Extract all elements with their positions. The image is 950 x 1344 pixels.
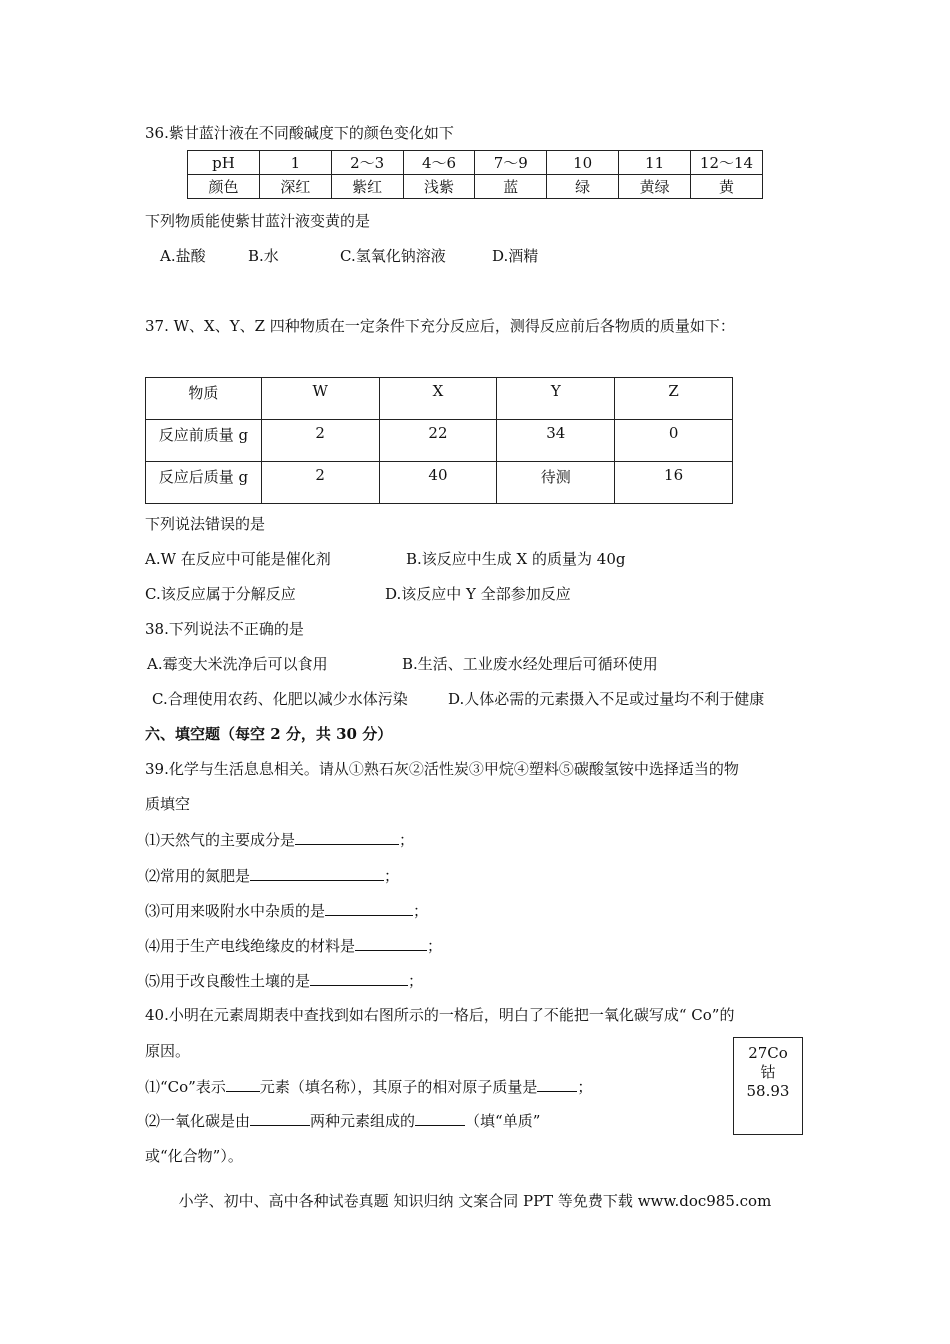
mass-after-row <box>146 462 733 504</box>
table-cell: 16 <box>615 462 733 504</box>
table-cell: 7～9 <box>475 151 547 175</box>
part-text: （填“单质” <box>465 1112 541 1130</box>
q38-title: 38.下列说法不正确的是 <box>145 620 304 638</box>
answer-blank[interactable] <box>325 901 413 916</box>
item-end: ； <box>408 972 424 990</box>
q36-title: 36.紫甘蓝汁液在不同酸碱度下的颜色变化如下 <box>145 124 454 142</box>
part-text: 元素（填名称），其原子的相对原子质量是 <box>259 1078 538 1096</box>
table-cell: 1 <box>259 151 331 175</box>
item-text: ⑸用于改良酸性土壤的是 <box>145 972 311 990</box>
table-cell: 22 <box>379 420 497 462</box>
answer-blank[interactable] <box>415 1111 465 1126</box>
q39-item <box>145 936 442 956</box>
q39-title-cont: 质填空 <box>145 795 191 813</box>
element-mass: 58.93 <box>746 1082 790 1100</box>
answer-blank[interactable] <box>250 866 384 881</box>
q39-item <box>145 830 414 850</box>
table-cell: 黄 <box>691 175 763 199</box>
q36-option-b: B.水 <box>248 247 279 265</box>
table-cell: 反应后质量 g <box>146 462 262 504</box>
table-cell: Y <box>497 378 615 420</box>
q37-option-d: D.该反应中 Y 全部参加反应 <box>385 585 571 603</box>
ph-row <box>188 151 763 175</box>
table-cell: Z <box>615 378 733 420</box>
q37-question: 下列说法错误的是 <box>145 515 266 533</box>
q40-title: 40.小明在元素周期表中查找到如右图所示的一格后，明白了不能把一氧化碳写成“ Co”的 <box>145 1006 735 1024</box>
q38-option-b: B.生活、工业废水经处理后可循环使用 <box>402 655 658 673</box>
table-cell: 浅紫 <box>403 175 475 199</box>
answer-blank[interactable] <box>295 830 399 845</box>
q37-option-b: B.该反应中生成 X 的质量为 40g <box>406 550 626 568</box>
q38-option-c: C.合理使用农药、化肥以减少水体污染 <box>152 690 408 708</box>
item-text: ⑵常用的氮肥是 <box>145 867 251 885</box>
table-cell: 深红 <box>259 175 331 199</box>
table-cell: 10 <box>547 151 619 175</box>
table-cell: 2 <box>261 462 379 504</box>
answer-blank[interactable] <box>355 936 427 951</box>
q38-option-a: A.霉变大米洗净后可以食用 <box>147 655 328 673</box>
q39-title: 39.化学与生活息息相关。请从①熟石灰②活性炭③甲烷④塑料⑤碳酸氢铵中选择适当的物 <box>145 760 739 778</box>
item-end: ； <box>427 937 443 955</box>
table-cell: X <box>379 378 497 420</box>
table-cell: 34 <box>497 420 615 462</box>
table-cell: 物质 <box>146 378 262 420</box>
part-text: ； <box>577 1078 593 1096</box>
part-text: ⑴“Co”表示 <box>145 1078 226 1096</box>
mass-header-row <box>146 378 733 420</box>
element-name: 钴 <box>760 1063 776 1081</box>
q38-option-d: D.人体必需的元素摄入不足或过量均不利于健康 <box>448 690 765 708</box>
q36-option-d: D.酒精 <box>492 247 539 265</box>
table-cell: 紫红 <box>331 175 403 199</box>
table-cell: 2～3 <box>331 151 403 175</box>
item-end: ； <box>399 831 415 849</box>
q36-option-c: C.氢氧化钠溶液 <box>340 247 446 265</box>
q36-question: 下列物质能使紫甘蓝汁液变黄的是 <box>145 212 371 230</box>
part-text: ⑵一氧化碳是由 <box>145 1112 251 1130</box>
table-cell: 0 <box>615 420 733 462</box>
element-number-symbol: 27Co <box>748 1044 788 1062</box>
q39-item <box>145 901 428 921</box>
periodic-table-cell <box>733 1037 803 1135</box>
q37-option-c: C.该反应属于分解反应 <box>145 585 296 603</box>
answer-blank[interactable] <box>537 1077 577 1092</box>
item-end: ； <box>413 902 429 920</box>
answer-blank[interactable] <box>226 1077 260 1092</box>
q37-title: 37. W、X、Y、Z 四种物质在一定条件下充分反应后，测得反应前后各物质的质量如下： <box>145 317 735 335</box>
table-cell: 颜色 <box>188 175 260 199</box>
q39-item <box>145 971 423 991</box>
q40-part1 <box>145 1077 592 1097</box>
table-cell: 黄绿 <box>619 175 691 199</box>
q40-part2 <box>145 1111 540 1131</box>
item-text: ⑶可用来吸附水中杂质的是 <box>145 902 326 920</box>
q39-item <box>145 866 399 886</box>
section-heading: 六、填空题（每空 2 分，共 30 分） <box>145 725 393 743</box>
answer-blank[interactable] <box>250 1111 310 1126</box>
table-cell: 12～14 <box>691 151 763 175</box>
item-end: ； <box>384 867 400 885</box>
table-cell: 2 <box>261 420 379 462</box>
ph-color-table <box>187 150 763 199</box>
table-cell: 11 <box>619 151 691 175</box>
item-text: ⑷用于生产电线绝缘皮的材料是 <box>145 937 356 955</box>
q40-title-cont: 原因。 <box>145 1042 191 1060</box>
table-cell: 待测 <box>497 462 615 504</box>
answer-blank[interactable] <box>310 971 408 986</box>
table-cell: 40 <box>379 462 497 504</box>
table-cell: 绿 <box>547 175 619 199</box>
color-row <box>188 175 763 199</box>
table-cell: pH <box>188 151 260 175</box>
mass-before-row <box>146 420 733 462</box>
part-text: 两种元素组成的 <box>310 1112 416 1130</box>
table-cell: 反应前质量 g <box>146 420 262 462</box>
q36-option-a: A.盐酸 <box>160 247 206 265</box>
page-footer: 小学、初中、高中各种试卷真题 知识归纳 文案合同 PPT 等免费下载 www.doc985.com <box>178 1192 772 1210</box>
item-text: ⑴天然气的主要成分是 <box>145 831 296 849</box>
table-cell: W <box>261 378 379 420</box>
q37-option-a: A.W 在反应中可能是催化剂 <box>145 550 331 568</box>
q40-part2-cont: 或“化合物”）。 <box>145 1147 243 1165</box>
table-cell: 4～6 <box>403 151 475 175</box>
table-cell: 蓝 <box>475 175 547 199</box>
mass-table <box>145 377 733 504</box>
